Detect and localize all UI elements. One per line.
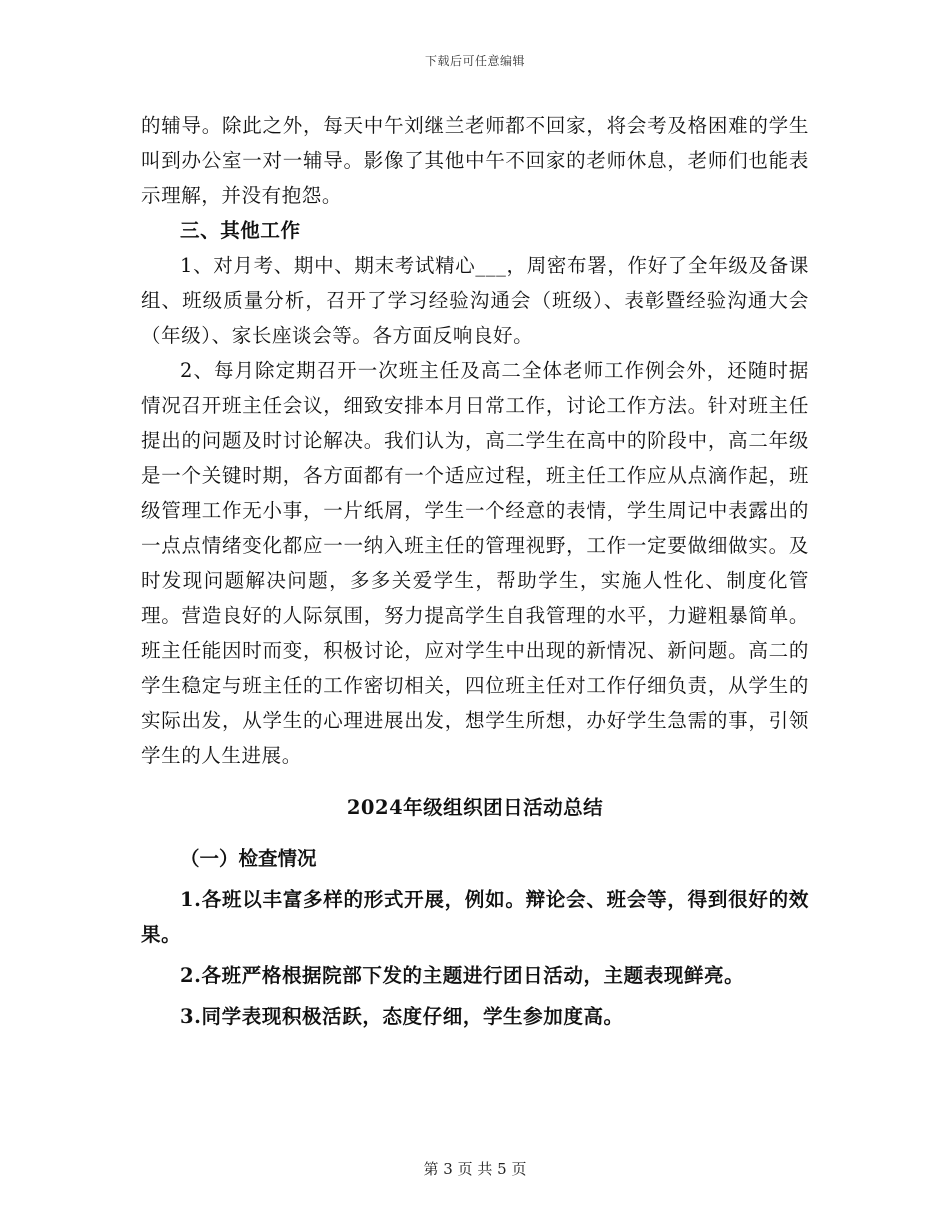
- section-heading-other-work: 三、其他工作: [180, 219, 301, 242]
- document-body: [141, 108, 809, 1040]
- page-footer: 第 3 页 共 5 页: [423, 1160, 527, 1178]
- point-1: 1.各班以丰富多样的形式开展，例如。辩论会、班会等，得到很好的效果。: [141, 888, 809, 946]
- point-2: 2.各班严格根据院部下发的主题进行团日活动，主题表现鲜亮。: [180, 964, 745, 987]
- point-3: 3.同学表现积极活跃，态度仔细，学生参加度高。: [180, 1005, 624, 1028]
- paragraph-continuation: 的辅导。除此之外，每天中午刘继兰老师都不回家，将会考及格困难的学生叫到办公室一对一辅导。影像了其他中午不回家的老师休息，老师们也能表示理解，并没有抱怨。: [141, 114, 809, 207]
- subheading-inspection: （一）检查情况: [180, 847, 317, 870]
- page-header: 下载后可任意编辑: [424, 54, 525, 68]
- document-title: 2024年级组织团日活动总结: [346, 796, 604, 819]
- paragraph-item-1: 1、对月考、期中、期末考试精心___，周密布署，作好了全年级及备课组、班级质量分析，召开了学习经验沟通会（班级）、表彰暨经验沟通大会（年级）、家长座谈会等。各方面反响良好。: [141, 254, 809, 347]
- paragraph-item-2: 2、每月除定期召开一次班主任及高二全体老师工作例会外，还随时据情况召开班主任会议，细致安排本月日常工作，讨论工作方法。针对班主任提出的问题及时讨论解决。我们认为，高二学生在高中的阶段中，高二年级是一个关键时期，各方面都有一个适应过程，班主任工作应从点滴作起，班级管理工作无小事，一片纸屑，学生一个经意的表情，学生周记中表露出的一点点情绪变化都应一一纳入班主任的管理视野，工作一定要做细做实。及时发现问题解决问题，多多关爱学生，帮助学生，实施人性化、制度化管理。营造良好的人际氛围，努力提高学生自我管理的水平，力避粗暴简单。班主任能因时而变，积极讨论，应对学生中出现的新情况、新问题。高二的学生稳定与班主任的工作密切相关，四位班主任对工作仔细负责，从学生的实际出发，从学生的心理进展出发，想学生所想，办好学生急需的事，引领学生的人生进展。: [141, 359, 809, 767]
